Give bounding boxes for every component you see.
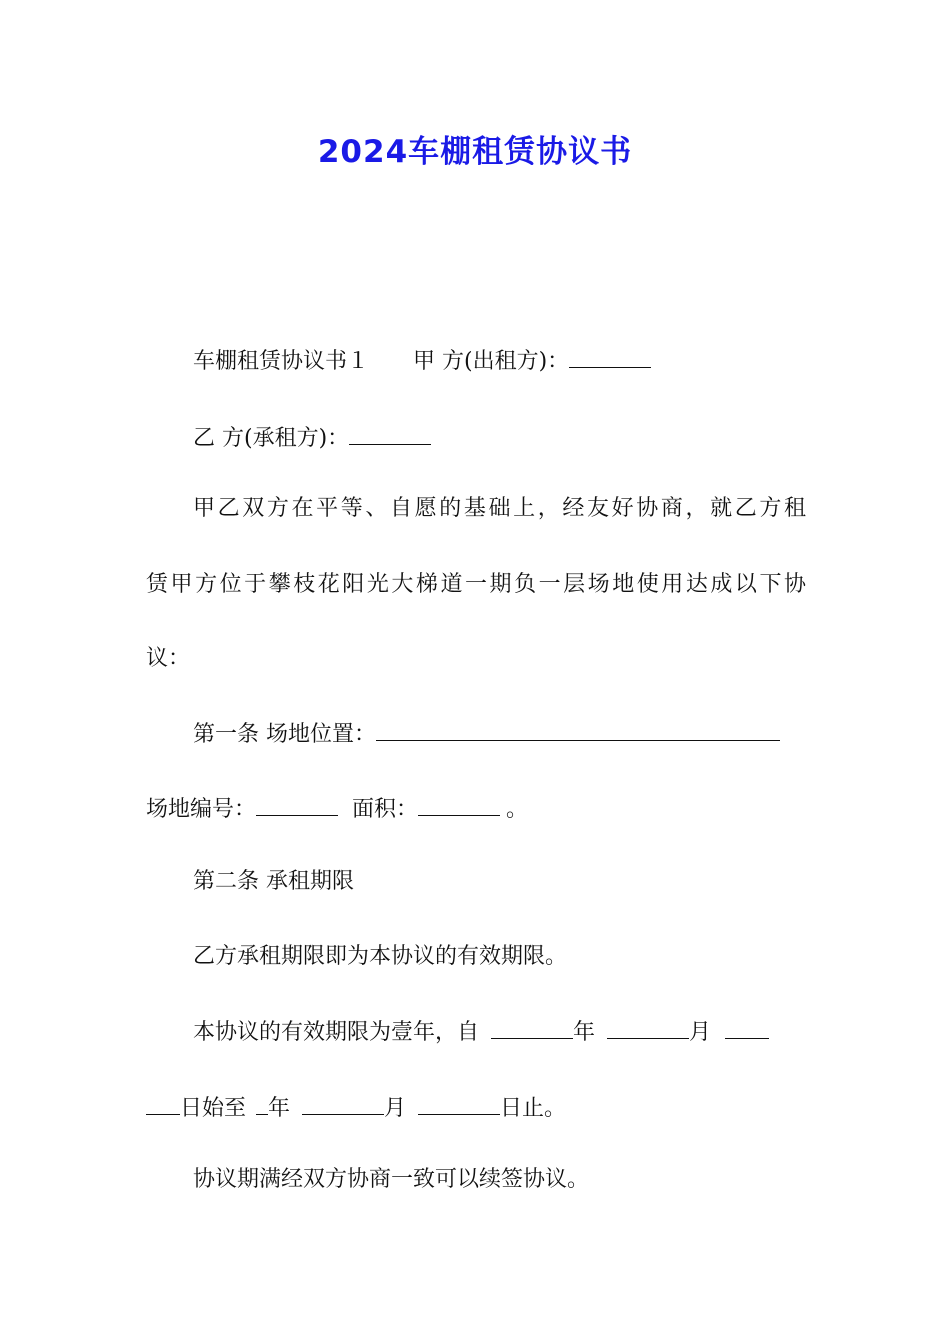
paragraph-line: 乙方承租期限即为本协议的有效期限。 — [193, 944, 568, 969]
month-label: 月 — [384, 1096, 407, 1121]
article-1-line — [193, 718, 806, 750]
start-day-blank-part2[interactable] — [146, 1092, 180, 1115]
paragraph-line: 赁甲方位于攀枝花阳光大梯道一期负一层场地使用达成以下协 — [146, 572, 806, 597]
period-mark: 。 — [506, 797, 529, 822]
start-year-blank[interactable] — [491, 1016, 573, 1039]
year-label: 年 — [573, 1020, 596, 1045]
site-location-blank[interactable] — [376, 718, 780, 741]
start-until-text: 日始至 — [180, 1096, 247, 1121]
party-b-blank[interactable] — [349, 422, 431, 445]
validity-text: 本协议的有效期限为壹年，自 — [193, 1020, 480, 1045]
validity-line — [193, 1016, 806, 1048]
site-number-label: 场地编号： — [146, 797, 257, 822]
agreement-heading: 车棚租赁协议书１ — [193, 349, 370, 374]
start-month-blank[interactable] — [607, 1016, 689, 1039]
party-a-label: 甲 方(出租方)： — [413, 349, 570, 374]
party-b-label: 乙 方(承租方)： — [193, 426, 350, 451]
article-1-heading: 第一条 场地位置： — [193, 722, 376, 747]
area-label: 面积： — [352, 797, 419, 822]
paragraph-line: 协议期满经双方协商一致可以续签协议。 — [193, 1167, 590, 1192]
site-number-blank[interactable] — [256, 793, 338, 816]
start-day-blank-part1[interactable] — [725, 1016, 769, 1039]
end-text: 日止。 — [500, 1096, 567, 1121]
party-a-line — [193, 345, 806, 377]
year-label: 年 — [268, 1096, 291, 1121]
paragraph-line: 议： — [146, 646, 191, 671]
article-2-heading: 第二条 承租期限 — [193, 869, 354, 894]
end-month-blank[interactable] — [302, 1092, 384, 1115]
site-number-line — [146, 793, 806, 825]
paragraph-line: 甲乙双方在平等、自愿的基础上，经友好协商，就乙方租 — [193, 496, 806, 521]
validity-line-2 — [146, 1092, 806, 1124]
document-title: 2024车棚租赁协议书 — [317, 134, 633, 170]
end-day-blank[interactable] — [418, 1092, 500, 1115]
end-year-blank[interactable] — [256, 1092, 268, 1115]
party-a-blank[interactable] — [569, 345, 651, 368]
month-label: 月 — [689, 1020, 712, 1045]
party-b-line — [193, 422, 806, 454]
area-blank[interactable] — [418, 793, 500, 816]
